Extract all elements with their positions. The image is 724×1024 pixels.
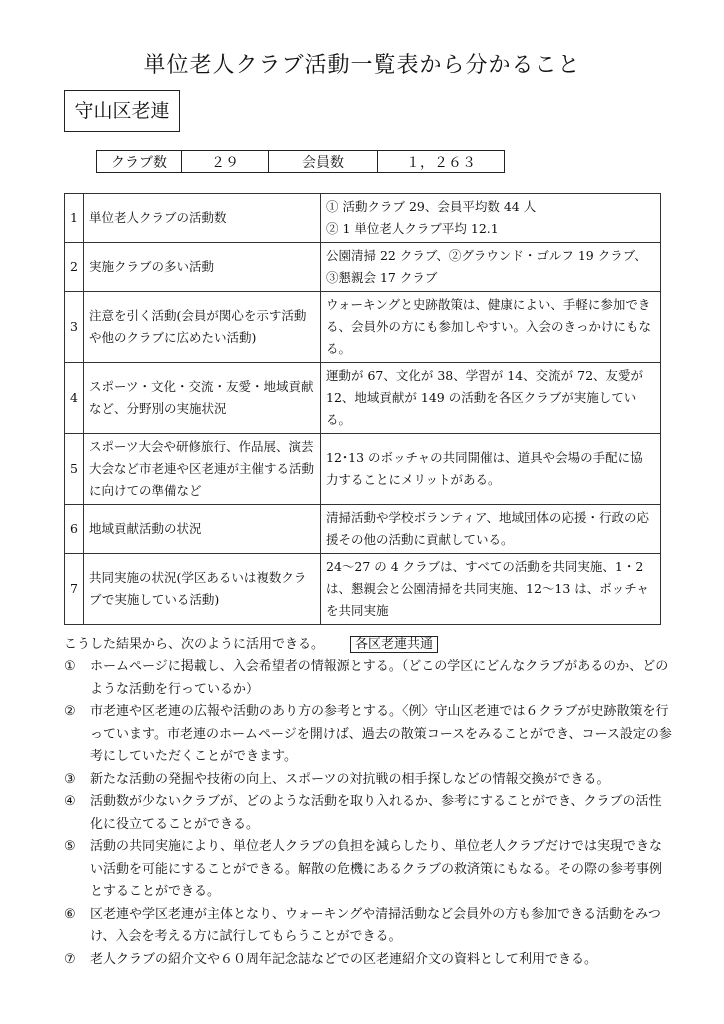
list-item bbox=[64, 836, 674, 904]
list-item bbox=[64, 656, 674, 701]
table-row bbox=[65, 243, 661, 292]
row-result: 12･13 のボッチャの共同開催は、道具や会場の手配に協力することにメリットがある。 bbox=[321, 434, 661, 505]
row-result: 24〜27 の 4 クラブは、すべての活動を共同実施、1・2 は、懇親会と公園清掃を共同実施、12〜13 は、ボッチャを共同実施 bbox=[321, 554, 661, 625]
row-number: 2 bbox=[65, 243, 84, 292]
intro-text: こうした結果から、次のように活用できる。 bbox=[64, 637, 325, 652]
row-item: 注意を引く活動(会員が関心を示す活動や他のクラブに広めたい活動) bbox=[84, 292, 321, 363]
row-result: 公園清掃 22 クラブ、②グラウンド・ゴルフ 19 クラブ、③懇親会 17 クラブ bbox=[321, 243, 661, 292]
list-item bbox=[64, 791, 674, 836]
summary-table bbox=[96, 150, 505, 173]
table-row bbox=[65, 363, 661, 434]
club-count-label: クラブ数 bbox=[97, 151, 182, 173]
list-item-number: ⑦ bbox=[64, 951, 76, 967]
row-result: ウォーキングと史跡散策は、健康によい、手軽に参加できる、会員外の方にも参加しやすい。入会のきっかけにもなる。 bbox=[321, 292, 661, 363]
row-number: 5 bbox=[65, 434, 84, 505]
activity-table bbox=[64, 193, 661, 625]
list-item-number: ⑤ bbox=[64, 839, 76, 854]
row-result: ① 活動クラブ 29、会員平均数 44 人 ② 1 単位老人クラブ平均 12.1 bbox=[321, 194, 661, 243]
table-row bbox=[65, 505, 661, 554]
row-number: 3 bbox=[65, 292, 84, 363]
list-item bbox=[64, 949, 674, 972]
list-item bbox=[64, 904, 674, 949]
row-number: 4 bbox=[65, 363, 84, 434]
organization-label: 守山区老連 bbox=[64, 90, 180, 132]
list-item-number: ④ bbox=[64, 794, 76, 809]
row-item: 共同実施の状況(学区あるいは複数クラブで実施している活動) bbox=[84, 554, 321, 625]
list-item-text: 活動数が少ないクラブが、どのような活動を取り入れるか、参考にすることができ、クラブの活性化に役立てることができる。 bbox=[90, 794, 662, 832]
list-item-text: 区老連や学区老連が主体となり、ウォーキングや清掃活動など会員外の方も参加できる活動をみつけ、入会を考える方に試行してもらうことができる。 bbox=[90, 906, 661, 944]
page-title: 単位老人クラブ活動一覧表から分かること bbox=[143, 53, 581, 78]
row-result: 清掃活動や学校ボランティア、地域団体の応援・行政の応援その他の活動に貢献している。 bbox=[321, 505, 661, 554]
row-item: 実施クラブの多い活動 bbox=[84, 243, 321, 292]
list-item-text: 活動の共同実施により、単位老人クラブの負担を減らしたり、単位老人クラブだけでは実現できない活動を可能にすることができる。解散の危機にあるクラブの救済策にもなる。その際の参考事例とすることができる。 bbox=[90, 839, 663, 899]
list-item-text: 老人クラブの紹介文や６０周年記念誌などでの区老連紹介文の資料として利用できる。 bbox=[90, 951, 598, 967]
row-result: 運動が 67、文化が 38、学習が 14、交流が 72、友愛が 12、地域貢献が 149 の活動を各区クラブが実施している。 bbox=[321, 363, 661, 434]
club-count-value: ２９ bbox=[182, 151, 269, 173]
row-number: 6 bbox=[65, 505, 84, 554]
scope-badge: 各区老連共通 bbox=[350, 636, 438, 653]
usage-list bbox=[64, 656, 674, 971]
row-item: スポーツ・文化・交流・友愛・地域貢献など、分野別の実施状況 bbox=[84, 363, 321, 434]
row-item: 単位老人クラブの活動数 bbox=[84, 194, 321, 243]
table-row bbox=[65, 292, 661, 363]
list-item bbox=[64, 769, 674, 792]
list-item-number: ③ bbox=[64, 771, 76, 787]
member-count-label: 会員数 bbox=[269, 151, 378, 173]
list-item-number: ① bbox=[64, 659, 76, 674]
list-item-text: 市老連や区老連の広報や活動のあり方の参考とする。〈例〉守山区老連では６クラブが史跡散策を行っています。市老連のホームページを開けば、過去の散策コースをみることができ、コース設定の参考にしていただくことができます。 bbox=[90, 704, 672, 764]
intro-line bbox=[64, 634, 438, 656]
table-row bbox=[65, 434, 661, 505]
member-count-value: １，２６３ bbox=[378, 151, 505, 173]
row-number: 1 bbox=[65, 194, 84, 243]
list-item bbox=[64, 701, 674, 769]
list-item-number: ② bbox=[64, 704, 76, 719]
list-item-text: 新たな活動の発掘や技術の向上、スポーツの対抗戦の相手探しなどの情報交換ができる。 bbox=[90, 771, 610, 787]
list-item-number: ⑥ bbox=[64, 906, 76, 922]
table-row bbox=[65, 194, 661, 243]
table-row bbox=[65, 554, 661, 625]
row-number: 7 bbox=[65, 554, 84, 625]
summary-row bbox=[97, 151, 505, 173]
list-item-text: ホームページに掲載し、入会希望者の情報源とする。（どこの学区にどんなクラブがあるのか、どのような活動を行っているか） bbox=[90, 659, 669, 697]
row-item: 地域貢献活動の状況 bbox=[84, 505, 321, 554]
row-item: スポーツ大会や研修旅行、作品展、演芸大会など市老連や区老連が主催する活動に向けての準備など bbox=[84, 434, 321, 505]
